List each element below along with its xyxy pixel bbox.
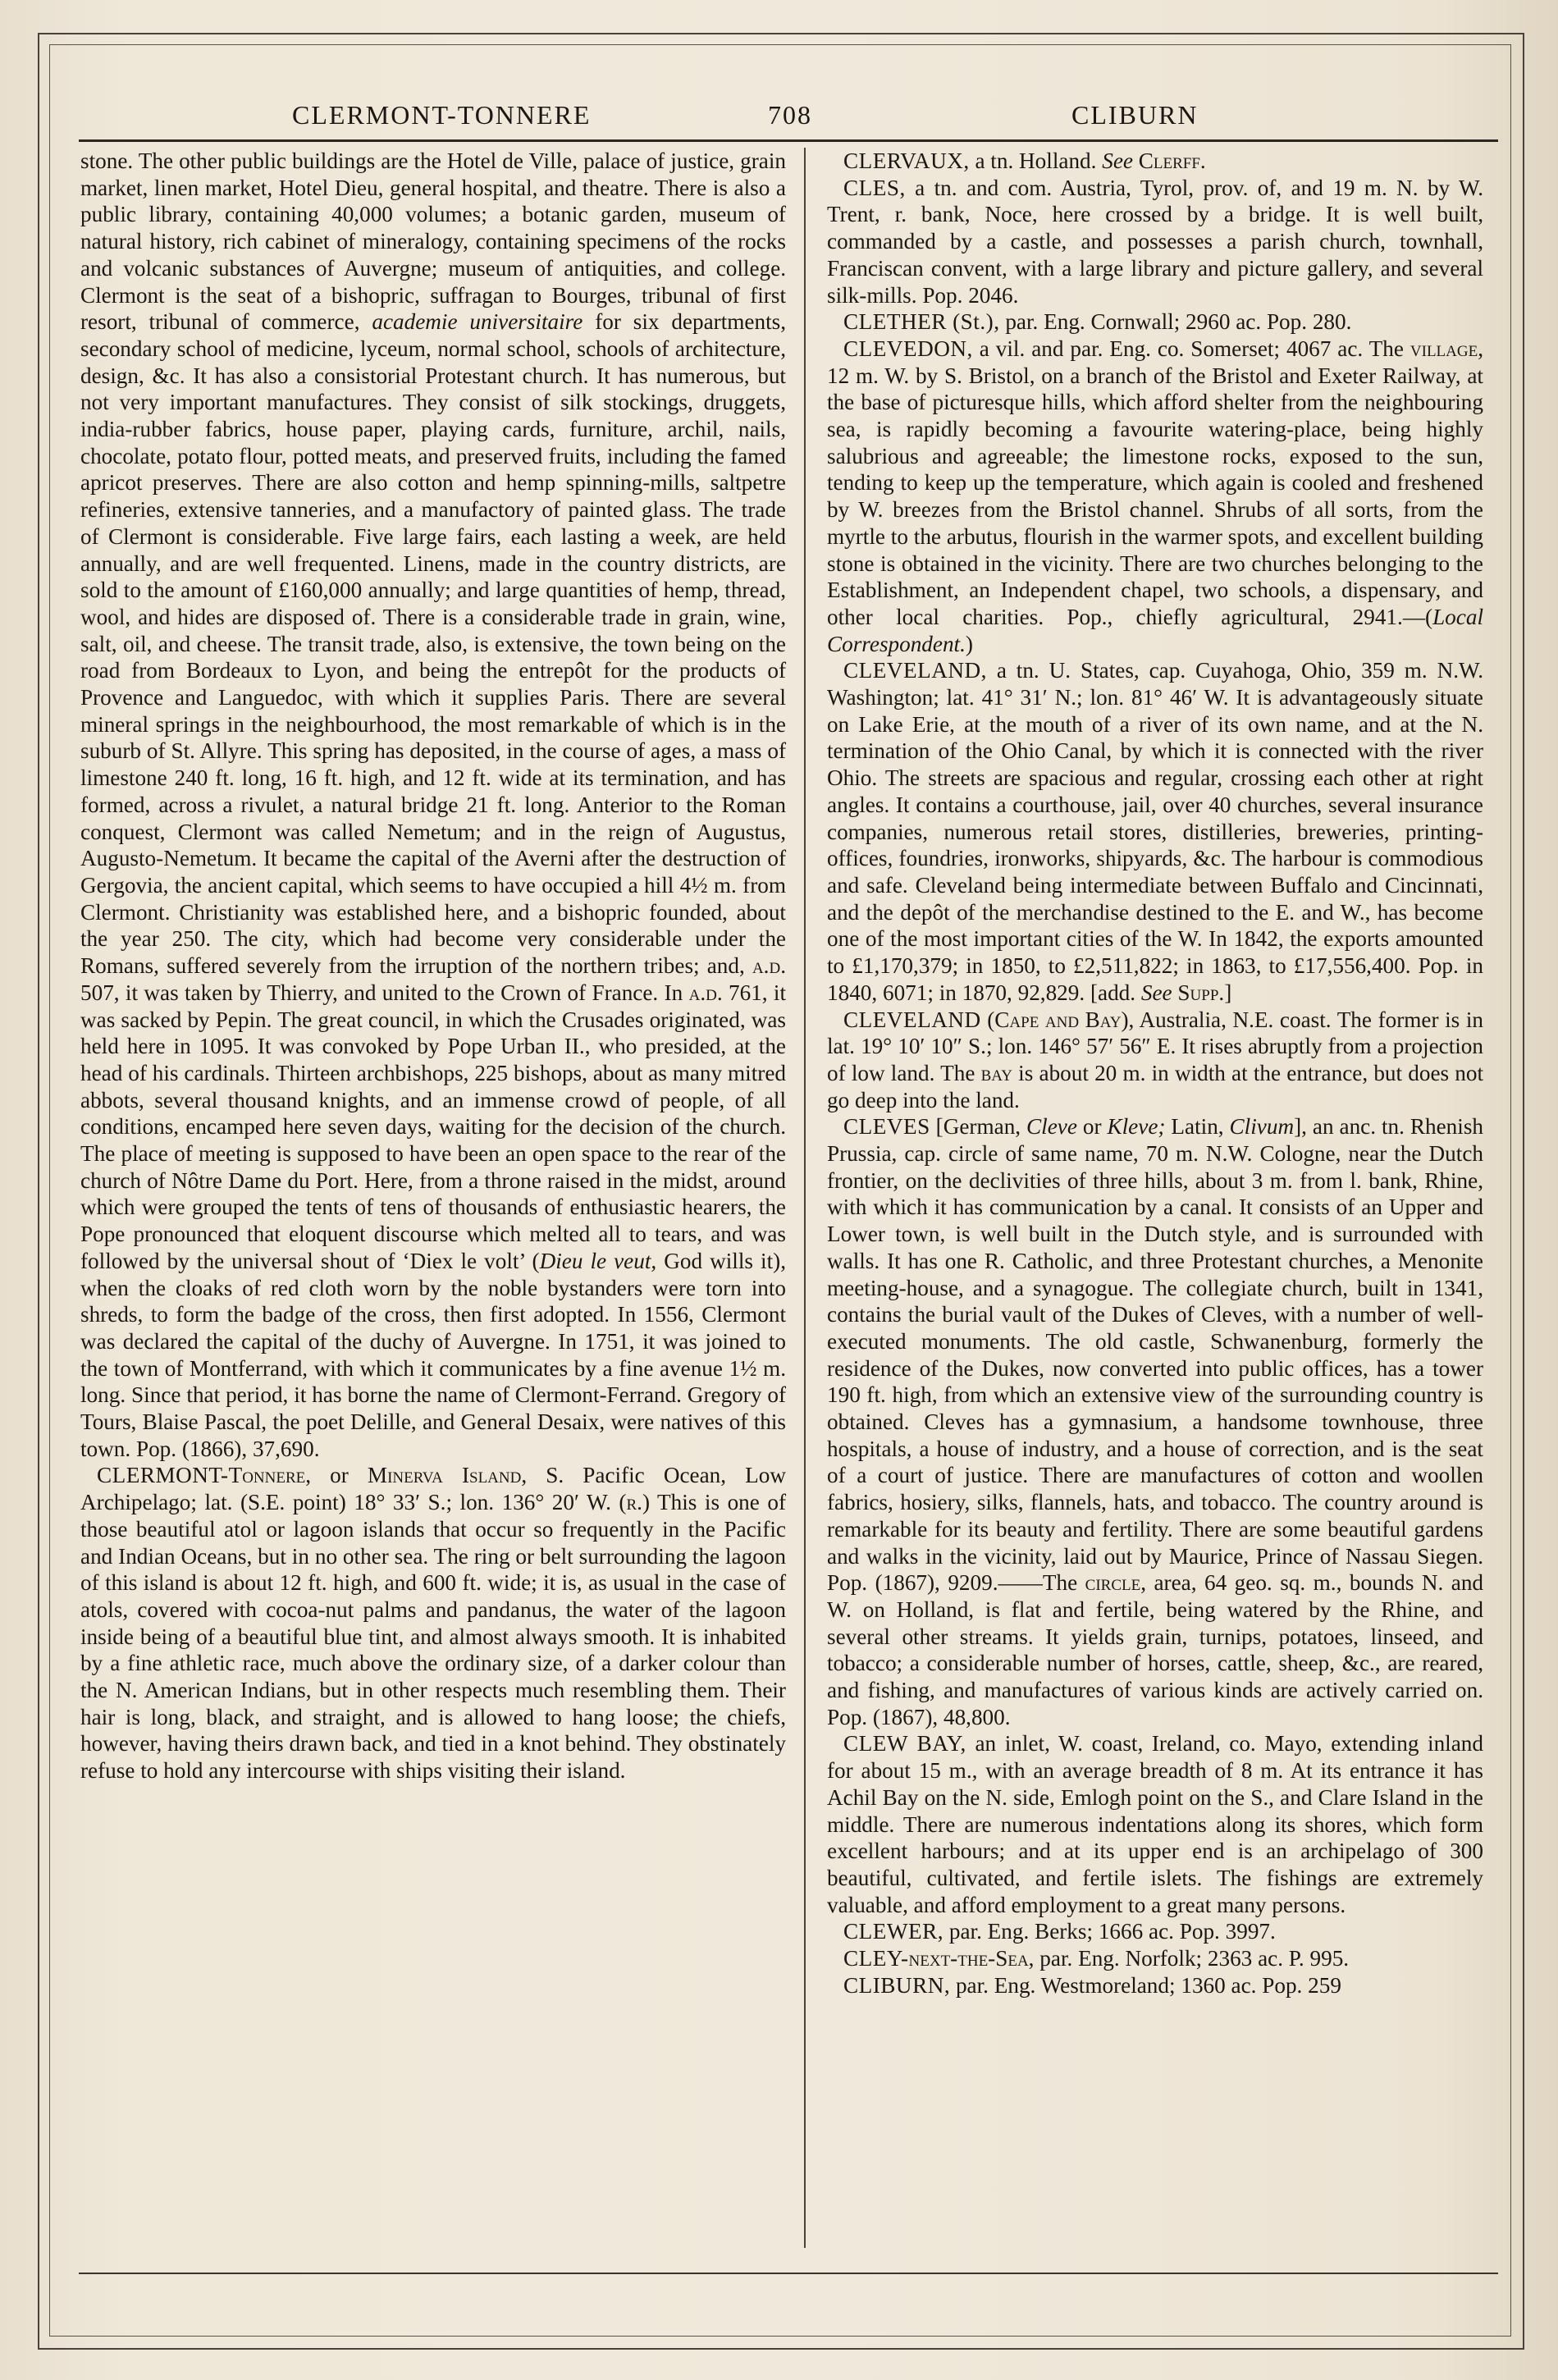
- running-head: [79, 89, 1498, 138]
- entry-clewer: CLEWER, par. Eng. Berks; 1666 ac. Pop. 3997.: [843, 1919, 1276, 1944]
- column-divider: [804, 148, 806, 2248]
- right-column: [827, 148, 1483, 1999]
- entry-cliburn: CLIBURN, par. Eng. Westmoreland; 1360 ac. Pop. 259: [843, 1972, 1341, 1998]
- entry-clether: CLETHER (St.), par. Eng. Cornwall; 2960 ac. Pop. 280.: [843, 309, 1352, 335]
- entry-cles: CLES, a tn. and com. Austria, Tyrol, prov. of, and 19 m. N. by W. Trent, r. bank, Noce, here crossed by a bridge. It is well built, commanded by a castle, and possesses a parish church, townhall, Franciscan convent, with a large library and picture gallery, and several silk-mills. Pop. 2046.: [827, 175, 1484, 308]
- running-head-right: CLIBURN: [1071, 100, 1199, 130]
- entry-clevedon: CLEVEDON, a vil. and par. Eng. co. Somerset; 4067 ac. The village, 12 m. W. by S. Bristol, on a branch of the Bristol and Exeter Railway, at the base of picturesque hills, which afford shelter from the neighbouring sea, is rapidly becoming a favourite watering-place, being highly salubrious and agreeable; the limestone rocks, exposed to the sun, tending to keep up the temperature, which again is cooled and freshened by W. breezes from the Bristol channel. Shrubs of all sorts, from the myrtle to the arbutus, flourish in the warmer spots, and excellent building stone is obtained in the vicinity. There are two churches belonging to the Establishment, an Independent chapel, two schools, a dispensary, and other local charities. Pop., chiefly agricultural, 2941.—(Local Correspondent.): [827, 336, 1484, 656]
- entry-cleves: CLEVES [German, Cleve or Kleve; Latin, Clivum], an anc. tn. Rhenish Prussia, cap. circle of same name, 70 m. N.W. Cologne, near the Dutch frontier, on the declivities of three hills, about 3 m. from l. bank, Rhine, with which it has communication by a canal. It consists of an Upper and Lower town, is well built in the Dutch style, and is surrounded with walls. It has one R. Catholic, and three Protestant churches, a Menonite meeting-house, and a synagogue. The collegiate church, built in 1341, contains the burial vault of the Dukes of Cleves, with a number of well-executed monuments. The old castle, Schwanenburg, formerly the residence of the Dukes, now converted into public offices, has a tower 190 ft. high, from which an extensive view of the surrounding country is obtained. Cleves has a gymnasium, a handsome townhouse, three hospitals, a house of industry, and a house of correction, and is the seat of a court of justice. There are manufactures of cotton and woollen fabrics, hosiery, silks, flannels, hats, and tobacco. The country around is remarkable for its beauty and fertility. There are some beautiful gardens and walks in the vicinity, laid out by Maurice, Prince of Nassau Siegen. Pop. (1867), 9209.——The circle, area, 64 geo. sq. m., bounds N. and W. on Holland, is flat and fertile, being watered by the Rhine, and several other streams. It yields grain, turnips, potatoes, linseed, and tobacco; a considerable number of horses, cattle, sheep, &c., are reared, and fishing, and manufactures of various kinds are actively carried on. Pop. (1867), 48,800.: [827, 1114, 1484, 1729]
- entry-clermont-tonnere: CLERMONT-Tonnere, or Minerva Island, S. Pacific Ocean, Low Archipelago; lat. (S.E. point) 18° 33′ S.; lon. 136° 20′ W. (r.) This is one of those beautiful atol or lagoon islands that occur so frequently in the Pacific and Indian Oceans, but in no other sea. The ring or belt surrounding the lagoon of this island is about 12 ft. high, and 600 ft. wide; it is, as usual in the case of atols, covered with cocoa-nut palms and pandanus, the water of the lagoon inside being of a beautiful blue tint, and almost always smooth. It is inhabited by a fine athletic race, much above the ordinary size, of a darker colour than the N. American Indians, but in other respects much resembling them. Their hair is long, black, and straight, and is allowed to hang loose; the chiefs, however, having theirs drawn back, and tied in a knot behind. They obstinately refuse to hold any intercourse with ships visiting their island.: [80, 1463, 786, 1784]
- left-column: [80, 148, 786, 1784]
- page-number: 708: [768, 100, 812, 130]
- entry-clew-bay: CLEW BAY, an inlet, W. coast, Ireland, co. Mayo, extending inland for about 15 m., with an average breadth of 8 m. At its entrance it has Achil Bay on the N. side, Emlogh point on the S., and Clare Island in the middle. There are numerous indentations along its shores, which form excellent harbours; and at its upper end is an archipelago of 300 beautiful, cultivated, and fertile islets. The fishings are extremely valuable, and afford employment to a great many persons.: [827, 1731, 1483, 1917]
- header-rule: [79, 139, 1498, 142]
- footer-rule: [79, 2273, 1498, 2274]
- entry-cley: CLEY-next-the-Sea, par. Eng. Norfolk; 2363 ac. P. 995.: [843, 1946, 1350, 1971]
- entry-cleveland-ohio: CLEVELAND, a tn. U. States, cap. Cuyahoga, Ohio, 359 m. N.W. Washington; lat. 41° 31′ N.; lon. 81° 46′ W. It is advantageously situate on Lake Erie, at the mouth of a river of its own name, and at the N. termination of the Ohio Canal, by which it is connected with the river Ohio. The streets are spacious and regular, crossing each other at right angles. It contains a courthouse, jail, over 40 churches, several insurance companies, numerous retail stores, distilleries, breweries, printing-offices, foundries, ironworks, shipyards, &c. The harbour is commodious and safe. Cleveland being intermediate between Buffalo and Cincinnati, and the depôt of the merchandise destined to the E. and W., has become one of the most important cities of the W. In 1842, the exports amounted to £1,170,379; in 1850, to £2,511,822; in 1863, to £17,556,400. Pop. in 1840, 6071; in 1870, 92,829. [add. See Supp.]: [827, 658, 1483, 1005]
- entry-clervaux: CLERVAUX, a tn. Holland. See Clerff.: [843, 148, 1206, 173]
- clermont-continuation: stone. The other public buildings are the Hotel de Ville, palace of justice, grain market, linen market, Hotel Dieu, general hospital, and theatre. There is also a public library, containing 40,000 volumes; a botanic garden, museum of natural history, rich cabinet of mineralogy, containing specimens of the rocks and volcanic substances of Auvergne; museum of antiquities, and college. Clermont is the seat of a bishopric, suffragan to Bourges, tribunal of first resort, tribunal of commerce, academie universitaire for six departments, secondary school of medicine, lyceum, normal school, schools of architecture, design, &c. It has also a consistorial Protestant church. It has numerous, but not very important manufactures. They consist of silk stockings, druggets, india-rubber fabrics, house paper, playing cards, furniture, archil, nails, chocolate, potato flour, potted meats, and preserved fruits, including the famed apricot preserves. There are also cotton and hemp spinning-mills, saltpetre refineries, extensive tanneries, and a manufactory of painted glass. The trade of Clermont is considerable. Five large fairs, each lasting a week, are held annually, and are well frequented. Linens, made in the country districts, are sold to the amount of £160,000 annually; and large quantities of hemp, thread, wool, and hides are disposed of. There is a considerable trade in grain, wine, salt, oil, and cheese. The transit trade, also, is extensive, the town being on the road from Bordeaux to Lyon, and being the entrepôt for the products of Provence and Languedoc, with which it supplies Paris. There are several mineral springs in the neighbourhood, the most remarkable of which is in the suburb of St. Allyre. This spring has deposited, in the course of ages, a mass of limestone 240 ft. long, 16 ft. high, and 12 ft. wide at its termination, and has formed, across a rivulet, a natural bridge 21 ft. long. Anterior to the Roman conquest, Clermont was called Nemetum; and in the reign of Augustus, Augusto-Nemetum. It became the capital of the Averni after the destruction of Gergovia, the ancient capital, which seems to have occupied a hill 4½ m. from Clermont. Christianity was established here, and a bishopric founded, about the year 250. The city, which had become very considerable under the Romans, suffered severely from the irruption of the northern tribes; and, a.d. 507, it was taken by Thierry, and united to the Crown of France. In a.d. 761, it was sacked by Pepin. The great council, in which the Crusades originated, was held here in 1095. It was convoked by Pope Urban II., who presided, at the head of his cardinals. Thirteen archbishops, 225 bishops, about as many mitred abbots, several thousand knights, and an immense crowd of people, of all conditions, encamped here seven days, waiting for the decision of the church. The place of meeting is supposed to have been an open space to the rear of the church of Nôtre Dame du Port. Here, from a throne raised in the midst, around which were grouped the tents of tens of thousands of enthusiastic hearers, the Pope pronounced that eloquent discourse which melted all to tears, and was followed by the universal shout of ‘Diex le volt’ (Dieu le veut, God wills it), when the cloaks of red cloth worn by the noble bystanders were torn into shreds, to form the badge of the cross, then first adopted. In 1556, Clermont was declared the capital of the duchy of Auvergne. In 1751, it was joined to the town of Montferrand, with which it communicates by a fine avenue 1½ m. long. Since that period, it has borne the name of Clermont-Ferrand. Gregory of Tours, Blaise Pascal, the poet Delille, and General Desaix, were natives of this town. Pop. (1866), 37,690.: [80, 148, 787, 1461]
- running-head-left: CLERMONT-TONNERE: [292, 100, 592, 130]
- entry-cleveland-cape: CLEVELAND (Cape and Bay), Australia, N.E. coast. The former is in lat. 19° 10′ 10″ S.; lon. 146° 57′ 56″ E. It rises abruptly from a projection of low land. The bay is about 20 m. in width at the entrance, but does not go deep into the land.: [827, 1007, 1484, 1112]
